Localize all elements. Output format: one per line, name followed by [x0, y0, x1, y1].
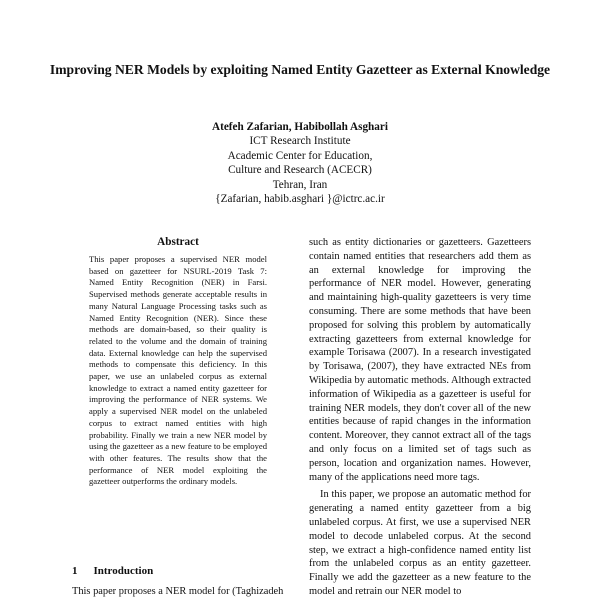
intro-left-column	[72, 585, 294, 599]
right-column	[309, 236, 531, 599]
affiliation-line: Tehran, Iran	[272, 178, 328, 191]
section-title: Introduction	[93, 565, 154, 577]
body-paragraph: In this paper, we propose an automatic method for generating a named entity gazetteer from a big unlabeled corpus. At first, we use a supervised NER model to decode unlabeled corpus. At the second step, we extract a high-confidence named entity list from the unlabeled corpus as an entity gazetteer. Finally we add the gazetteer as a new feature to the model and retrain our NER model to	[309, 489, 531, 597]
affiliation-line: Academic Center for Education,	[227, 149, 373, 162]
affiliation-line: Culture and Research (ACECR)	[228, 164, 372, 177]
body-paragraph: such as entity dictionaries or gazetteers. Gazetteers contain named entities that researchers add them as an external knowledge for improving the performance of NER model. However, generating and maintaining high-quality gazetteers is very time consuming. There are some methods that have been proposed for solving this problem by automatically extracting gazetteers from external knowledge for example Torisawa (2007). In a research investigated by Torisawa, (2007), they have extracted NEs from Wikipedia by automatic methods. Although extracted information of Wikipedia as a gazetteer is useful for training NER models, they don't cover all of the new entities because of rapid changes in the information content. Moreover, they cannot extract all of the tags and only focus on a limited set of tags such as person, location and organization names. However, many of the applications need more tags.	[309, 237, 531, 483]
affiliation-line: ICT Research Institute	[249, 135, 351, 148]
intro-paragraph: This paper proposes a NER model for (Taghizadeh	[72, 586, 284, 597]
section-number: 1	[72, 565, 78, 577]
abstract-body	[89, 254, 267, 488]
author-block	[0, 120, 600, 206]
paper-title: Improving NER Models by exploiting Named Entity Gazetteer as External Knowledge	[49, 62, 551, 77]
abstract-text: This paper proposes a supervised NER model based on gazetteer for NSURL-2019 Task 7: Named Entity Recognition (NER) in Farsi. Supervised methods generate acceptable results in many Natural Language Processing tasks such as Named Entity Recognition (NER). Since these methods are domain-based, so their quality is related to the volume and the domain of training data. External knowledge can help the supervised methods to compensate this deficiency. In this paper, we use an unlabeled corpus as external knowledge to extract a named entity gazetteer for improving the performance of NER systems. We apply a supervised NER model on the unlabeled corpus to extract named entities with high probability. Finally we train a new NER model by using the gazetteer as a new feature to be employed with other features. The results show that the performance of NER model exploiting the gazetteer outperforms the ordinary models.	[89, 254, 267, 487]
author-names: Atefeh Zafarian, Habibollah Asghari	[212, 121, 388, 133]
abstract-heading: Abstract	[157, 236, 199, 248]
author-email: {Zafarian, habib.asghari }@ictrc.ac.ir	[215, 193, 385, 206]
section-heading	[72, 565, 153, 577]
